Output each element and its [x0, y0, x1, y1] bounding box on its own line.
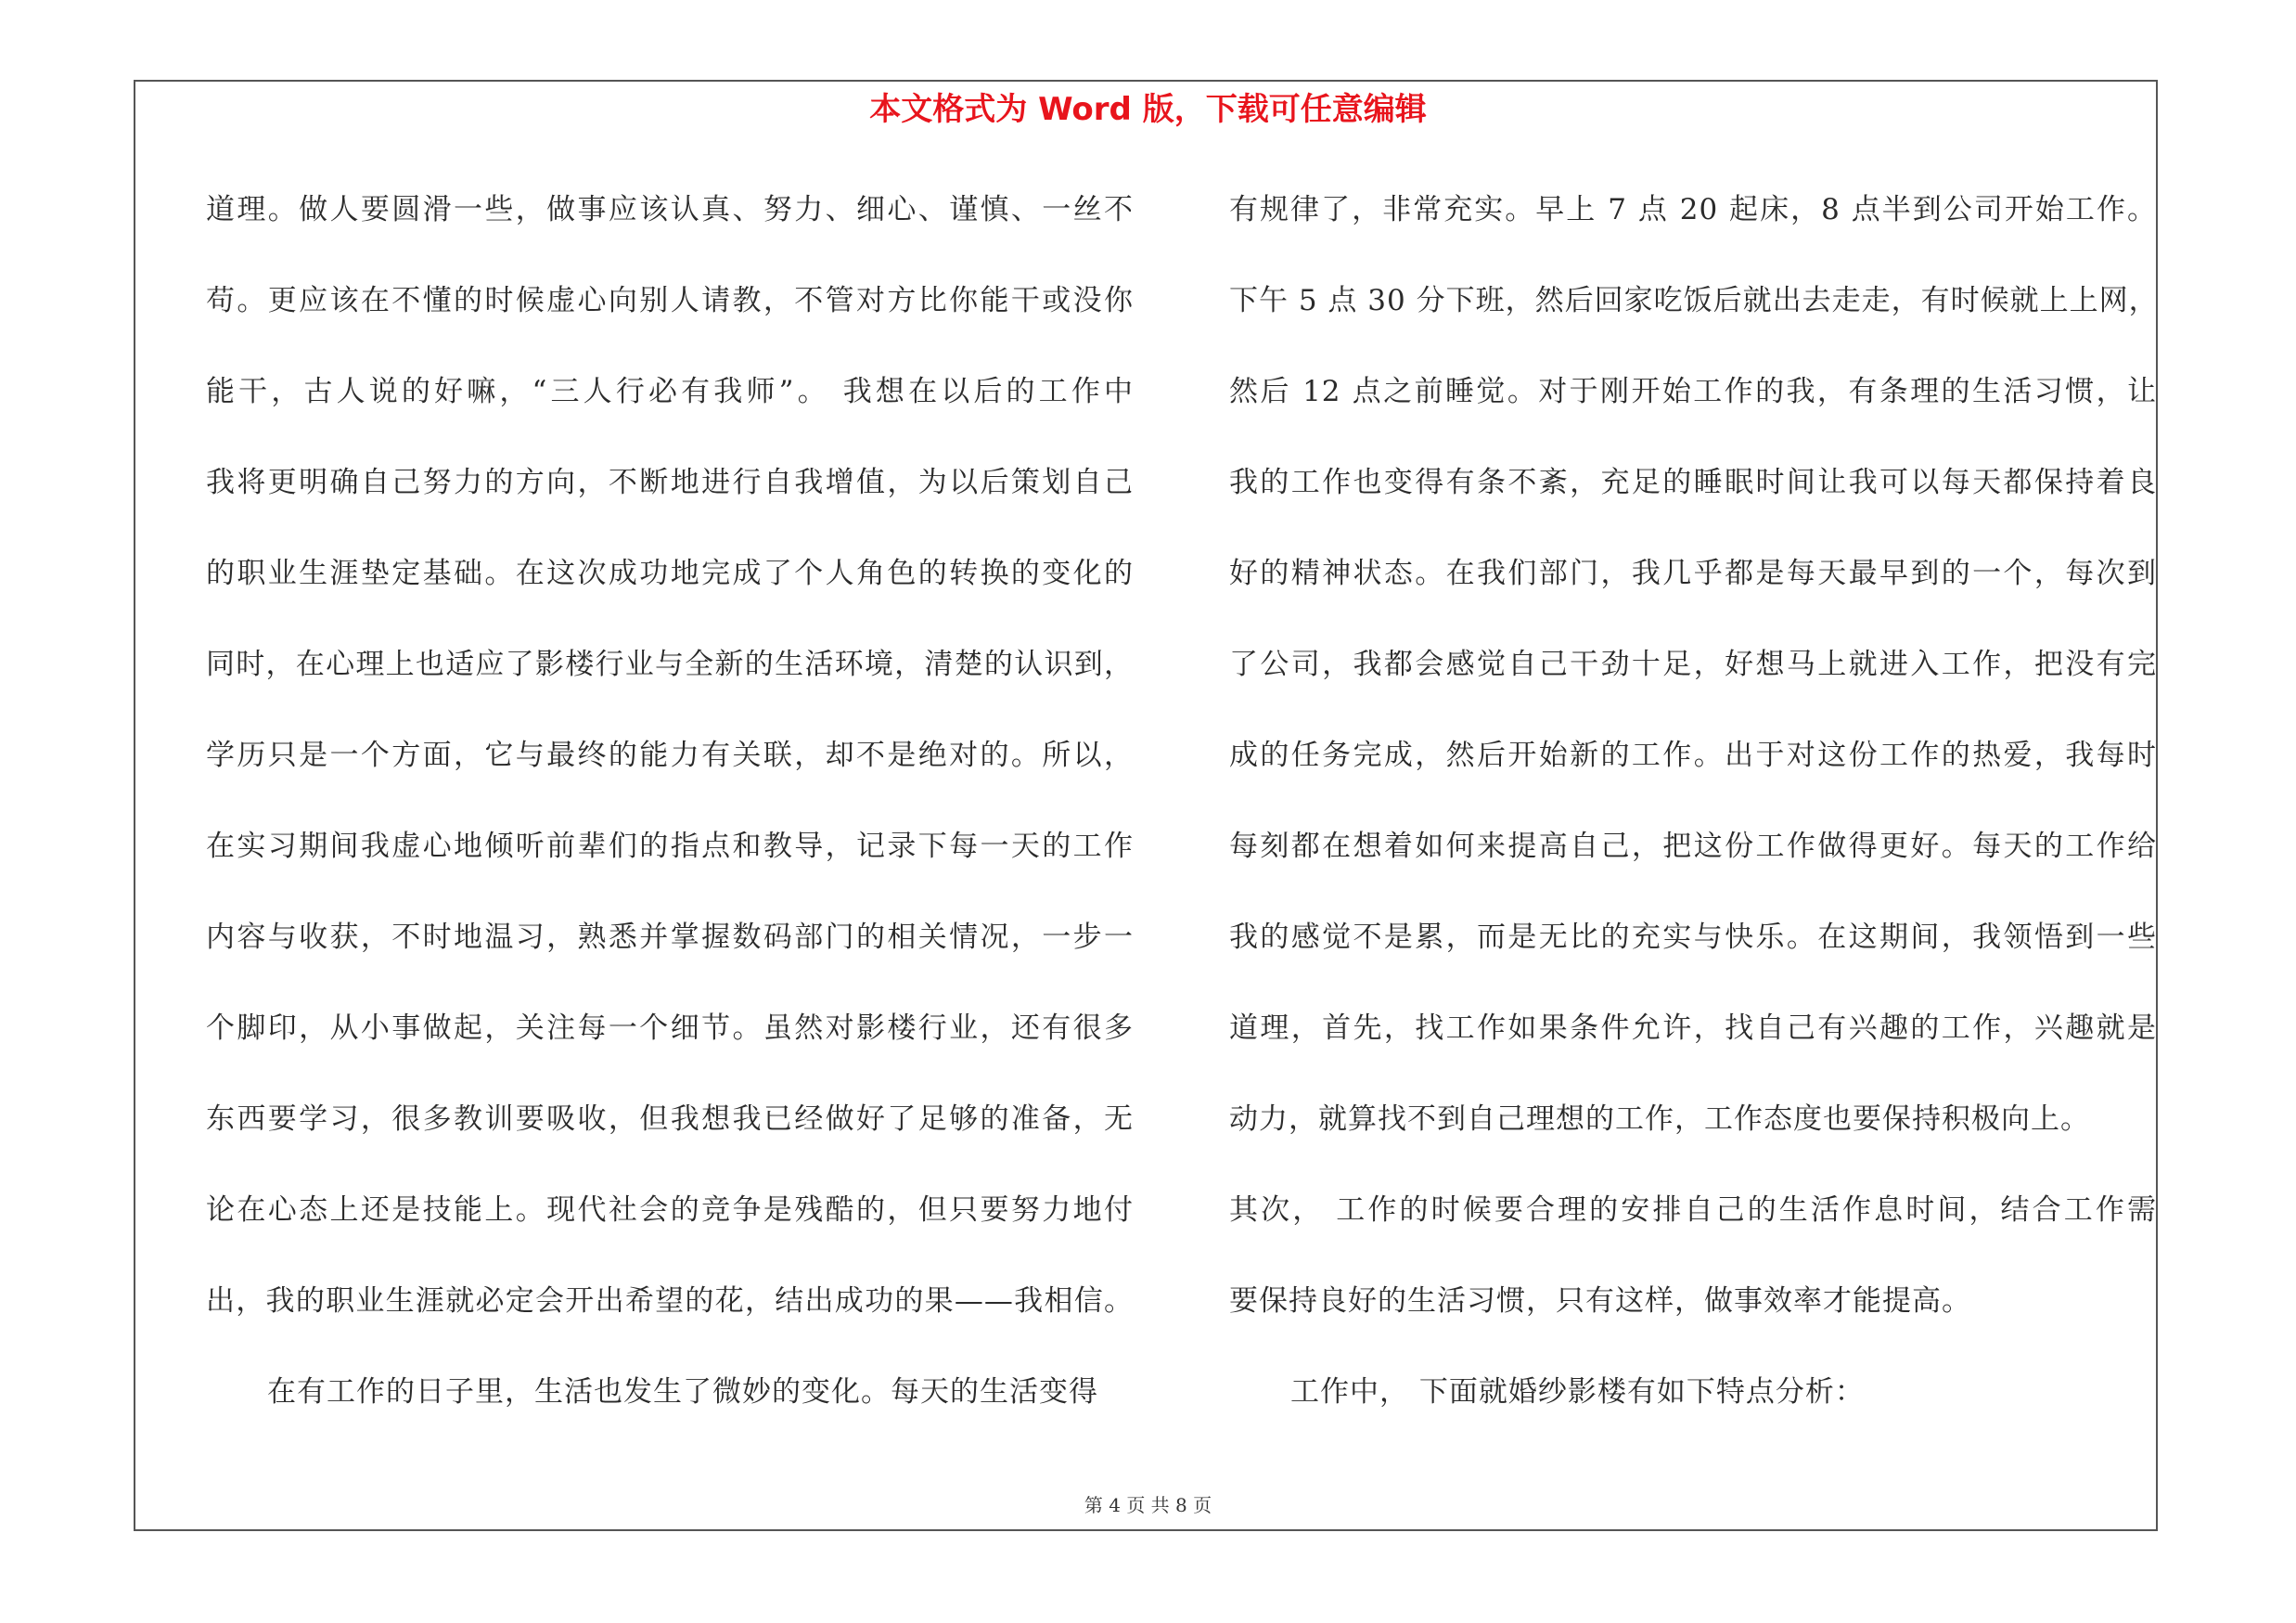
text-line: 然后 12 点之前睡觉。对于刚开始工作的我，有条理的生活习惯，让 — [1229, 375, 2157, 408]
text-line: 了公司，我都会感觉自己干劲十足，好想马上就进入工作，把没有完 — [1229, 648, 2157, 681]
text-line: 内容与收获，不时地温习，熟悉并掌握数码部门的相关情况，一步一 — [206, 921, 1134, 954]
text-line: 有规律了，非常充实。早上 7 点 20 起床，8 点半到公司开始工作。 — [1229, 193, 2157, 226]
text-line: 苟。更应该在不懂的时候虚心向别人请教，不管对方比你能干或没你 — [206, 284, 1134, 317]
paragraph-start-line: 在有工作的日子里，生活也发生了微妙的变化。每天的生活变得 — [267, 1375, 1098, 1409]
text-line: 成的任务完成，然后开始新的工作。出于对这份工作的热爱，我每时 — [1229, 739, 2157, 772]
text-line: 我的感觉不是累，而是无比的充实与快乐。在这期间，我领悟到一些 — [1229, 921, 2157, 954]
text-line: 要保持良好的生活习惯，只有这样，做事效率才能提高。 — [1229, 1284, 1971, 1318]
text-line: 道理，首先，找工作如果条件允许，找自己有兴趣的工作，兴趣就是 — [1229, 1011, 2157, 1045]
text-line: 同时，在心理上也适应了影楼行业与全新的生活环境，清楚的认识到， — [206, 648, 1134, 681]
text-line: 东西要学习，很多教训要吸收，但我想我已经做好了足够的准备，无 — [206, 1102, 1134, 1136]
right-text-column — [1229, 182, 2157, 1455]
text-line: 个脚印，从小事做起，关注每一个细节。虽然对影楼行业，还有很多 — [206, 1011, 1134, 1045]
text-line: 论在心态上还是技能上。现代社会的竞争是残酷的，但只要努力地付 — [206, 1193, 1134, 1227]
word-format-banner: 本文格式为 Word 版，下载可任意编辑 — [869, 91, 1427, 128]
text-line: 道理。做人要圆滑一些，做事应该认真、努力、细心、谨慎、一丝不 — [206, 193, 1134, 226]
text-line: 在实习期间我虚心地倾听前辈们的指点和教导，记录下每一天的工作 — [206, 830, 1134, 863]
page-number-footer: 第 4 页 共 8 页 — [1084, 1494, 1212, 1516]
text-line: 的职业生涯垫定基础。在这次成功地完成了个人角色的转换的变化的 — [206, 557, 1134, 590]
left-text-column — [206, 182, 1134, 1455]
text-line: 下午 5 点 30 分下班，然后回家吃饭后就出去走走，有时候就上上网， — [1229, 284, 2159, 317]
text-line: 我的工作也变得有条不紊，充足的睡眠时间让我可以每天都保持着良 — [1229, 466, 2157, 499]
text-line: 出，我的职业生涯就必定会开出希望的花，结出成功的果——我相信。 — [206, 1284, 1134, 1318]
text-line: 其次， 工作的时候要合理的安排自己的生活作息时间，结合工作需 — [1229, 1193, 2157, 1227]
text-line: 好的精神状态。在我们部门，我几乎都是每天最早到的一个，每次到 — [1229, 557, 2157, 590]
text-line: 能干，古人说的好嘛，“三人行必有我师”。 我想在以后的工作中 — [206, 375, 1134, 408]
text-line: 动力，就算找不到自己理想的工作，工作态度也要保持积极向上。 — [1229, 1102, 2090, 1136]
text-line: 每刻都在想着如何来提高自己，把这份工作做得更好。每天的工作给 — [1229, 830, 2157, 863]
text-line: 学历只是一个方面，它与最终的能力有关联，却不是绝对的。所以， — [206, 739, 1134, 772]
text-line: 我将更明确自己努力的方向，不断地进行自我增值，为以后策划自己 — [206, 466, 1134, 499]
paragraph-start-line: 工作中， 下面就婚纱影楼有如下特点分析： — [1290, 1375, 1865, 1409]
